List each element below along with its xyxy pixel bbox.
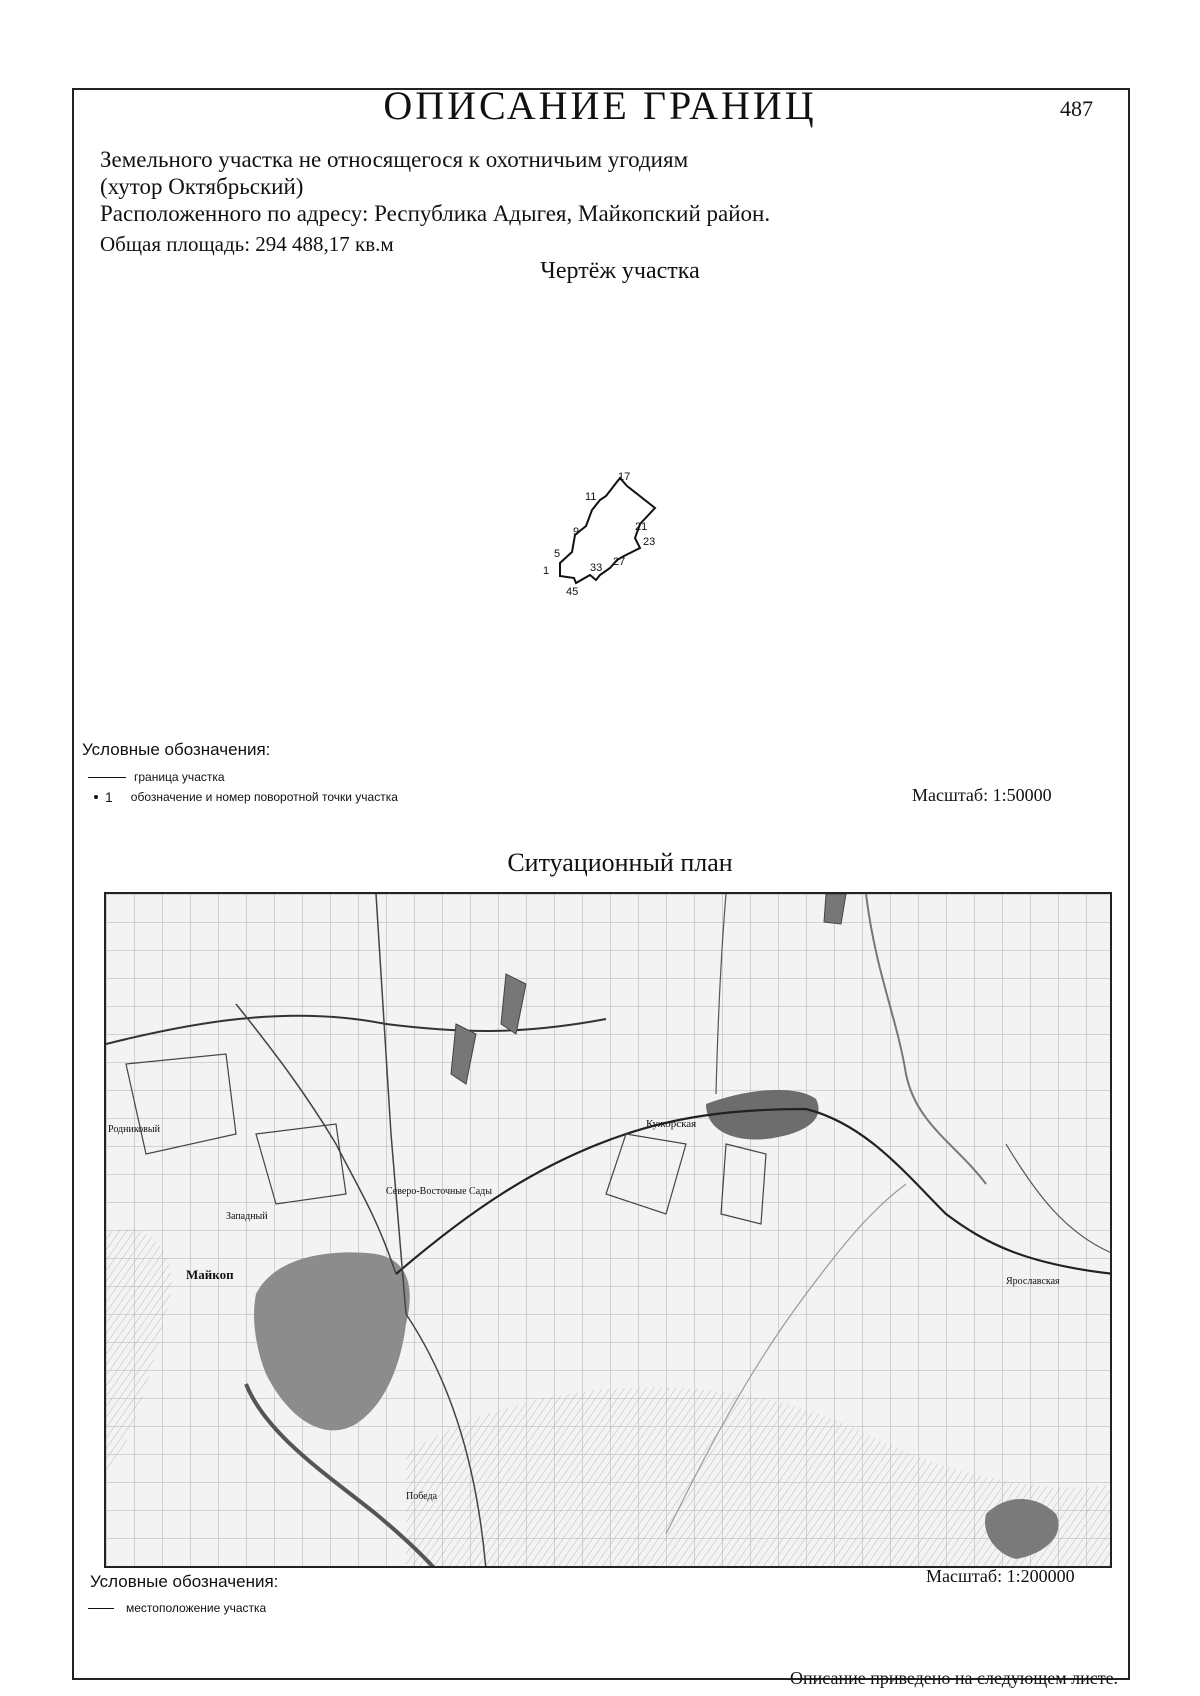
legend-location-label: местоположение участка	[126, 1601, 267, 1615]
map-scale: Масштаб: 1:200000	[926, 1566, 1075, 1586]
drawing-scale: Масштаб: 1:50000	[912, 785, 1052, 805]
drawing-legend-title: Условные обозначения:	[82, 740, 271, 759]
situation-map	[104, 892, 1112, 1568]
place-label: Западный	[226, 1211, 268, 1222]
point-label: 23	[643, 536, 656, 548]
footer-note: Описание приведено на следующем листе.	[790, 1668, 1119, 1688]
legend-boundary-label: граница участка	[134, 770, 225, 784]
point-label: 9	[573, 526, 580, 538]
situation-plan-heading: Ситуационный план	[507, 848, 733, 877]
place-label: Победа	[406, 1491, 438, 1502]
place-label: Родниковый	[108, 1124, 160, 1135]
point-label: 11	[585, 491, 597, 503]
point-label: 17	[618, 471, 631, 483]
point-label: 1	[543, 565, 550, 577]
parcel-description: Земельного участка не относящегося к охотничьим угодиям	[100, 147, 689, 172]
legend-point-number: 1	[105, 789, 113, 805]
legend-point-row	[94, 789, 398, 805]
document-title: ОПИСАНИЕ ГРАНИЦ	[383, 83, 817, 128]
place-label: Северо-Восточные Сады	[386, 1186, 492, 1197]
place-label: Майкоп	[186, 1267, 234, 1282]
point-label: 5	[554, 548, 561, 560]
point-label: 33	[590, 562, 603, 574]
legend-location-row	[88, 1601, 266, 1615]
location-line-symbol	[88, 1608, 114, 1609]
parcel-locality: (хутор Октябрьский)	[100, 174, 304, 199]
map-legend-title: Условные обозначения:	[90, 1572, 279, 1591]
point-label: 27	[613, 556, 626, 568]
page-number: 487	[1060, 96, 1093, 121]
drawing-heading: Чертёж участка	[540, 258, 700, 284]
point-dot-symbol	[94, 795, 98, 799]
place-label: Ярославская	[1006, 1276, 1060, 1287]
place-label: Кужорская	[646, 1118, 697, 1130]
legend-point-label: обозначение и номер поворотной точки участка	[130, 790, 398, 804]
parcel-address: Расположенного по адресу: Республика Адыгея, Майкопский район.	[100, 201, 771, 226]
point-label: 45	[566, 586, 579, 598]
boundary-line-symbol	[88, 777, 126, 778]
legend-boundary-row	[88, 770, 225, 784]
parcel-area: Общая площадь: 294 488,17 кв.м	[100, 232, 394, 256]
topographic-map	[106, 894, 1112, 1568]
point-label: 21	[635, 521, 648, 533]
